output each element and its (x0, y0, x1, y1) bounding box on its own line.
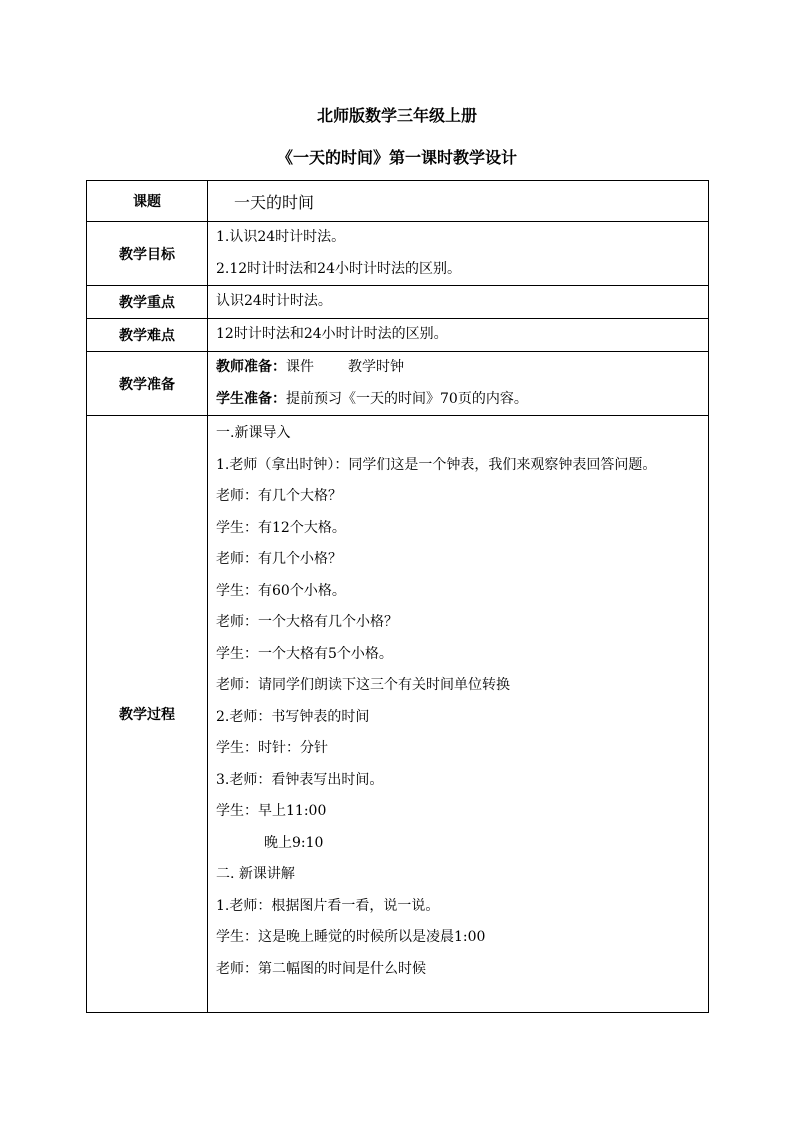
student-prep (216, 384, 702, 416)
process-line: 3.老师：看钟表写出时间。 (216, 771, 384, 788)
process-line: 学生：一个大格有5个小格。 (216, 645, 393, 662)
value-subject (208, 181, 709, 222)
subject-text: 一天的时间 (234, 192, 315, 212)
row-subject (87, 181, 709, 222)
process-line: 老师：第二幅图的时间是什么时候 (216, 960, 426, 977)
difficulty-text: 12时计时法和24小时计时法的区别。 (216, 326, 448, 343)
process-line: 2.老师：书写钟表的时间 (216, 708, 370, 725)
row-key (87, 286, 709, 319)
process-line: 1.老师：根据图片看一看，说一说。 (216, 897, 440, 914)
process-line: 老师：有几个小格？ (216, 551, 342, 567)
teacher-prep (216, 352, 702, 384)
process-line: 老师：请同学们朗读下这三个有关时间单位转换 (216, 677, 510, 693)
teacher-prep-item: 课件 (286, 359, 314, 375)
row-difficulty (87, 319, 709, 352)
goal-item: 1.认识24时计时法。 (216, 229, 346, 245)
process-line: 学生：有12个大格。 (216, 519, 346, 536)
value-process (208, 416, 709, 1013)
value-goals (208, 222, 709, 286)
process-line: 老师：有几个大格？ (216, 488, 342, 504)
process-line: 老师：一个大格有几个小格？ (216, 614, 398, 630)
lesson-plan-table (86, 180, 709, 1013)
value-key (208, 286, 709, 319)
value-difficulty (208, 319, 709, 352)
student-prep-value: 提前预习《一天的时间》70页的内容。 (286, 390, 528, 407)
label-goals: 教学目标 (87, 222, 208, 286)
label-difficulty: 教学难点 (87, 319, 208, 352)
row-process (87, 416, 709, 1013)
student-prep-label: 学生准备： (216, 390, 286, 407)
process-line: 学生：有60个小格。 (216, 582, 346, 599)
document-title: 北师版数学三年级上册 (316, 106, 477, 125)
row-prep (87, 352, 709, 416)
document-subtitle: 《一天的时间》第一课时教学设计 (276, 148, 517, 167)
process-line: 学生：时针：分针 (216, 740, 328, 756)
teacher-prep-label: 教师准备： (216, 359, 286, 375)
key-text: 认识24时计时法。 (216, 293, 332, 310)
process-line: 二. 新课讲解 (216, 866, 295, 882)
process-line: 学生：这是晚上睡觉的时候所以是凌晨1:00 (216, 929, 486, 945)
value-prep (208, 352, 709, 416)
process-line: 晚上9:10 (264, 834, 324, 851)
process-line: 1.老师（拿出时钟）：同学们这是一个钟表，我们来观察钟表回答问题。 (216, 456, 657, 473)
row-goals (87, 222, 709, 286)
process-line: 一.新课导入 (216, 425, 291, 441)
process-line: 学生：早上11:00 (216, 803, 327, 819)
teacher-prep-item: 教学时钟 (348, 359, 404, 375)
label-key: 教学重点 (87, 286, 208, 319)
goal-item: 2.12时计时法和24小时计时法的区别。 (216, 260, 461, 277)
label-prep: 教学准备 (87, 352, 208, 416)
label-subject: 课题 (87, 181, 208, 222)
label-process: 教学过程 (87, 416, 208, 1013)
